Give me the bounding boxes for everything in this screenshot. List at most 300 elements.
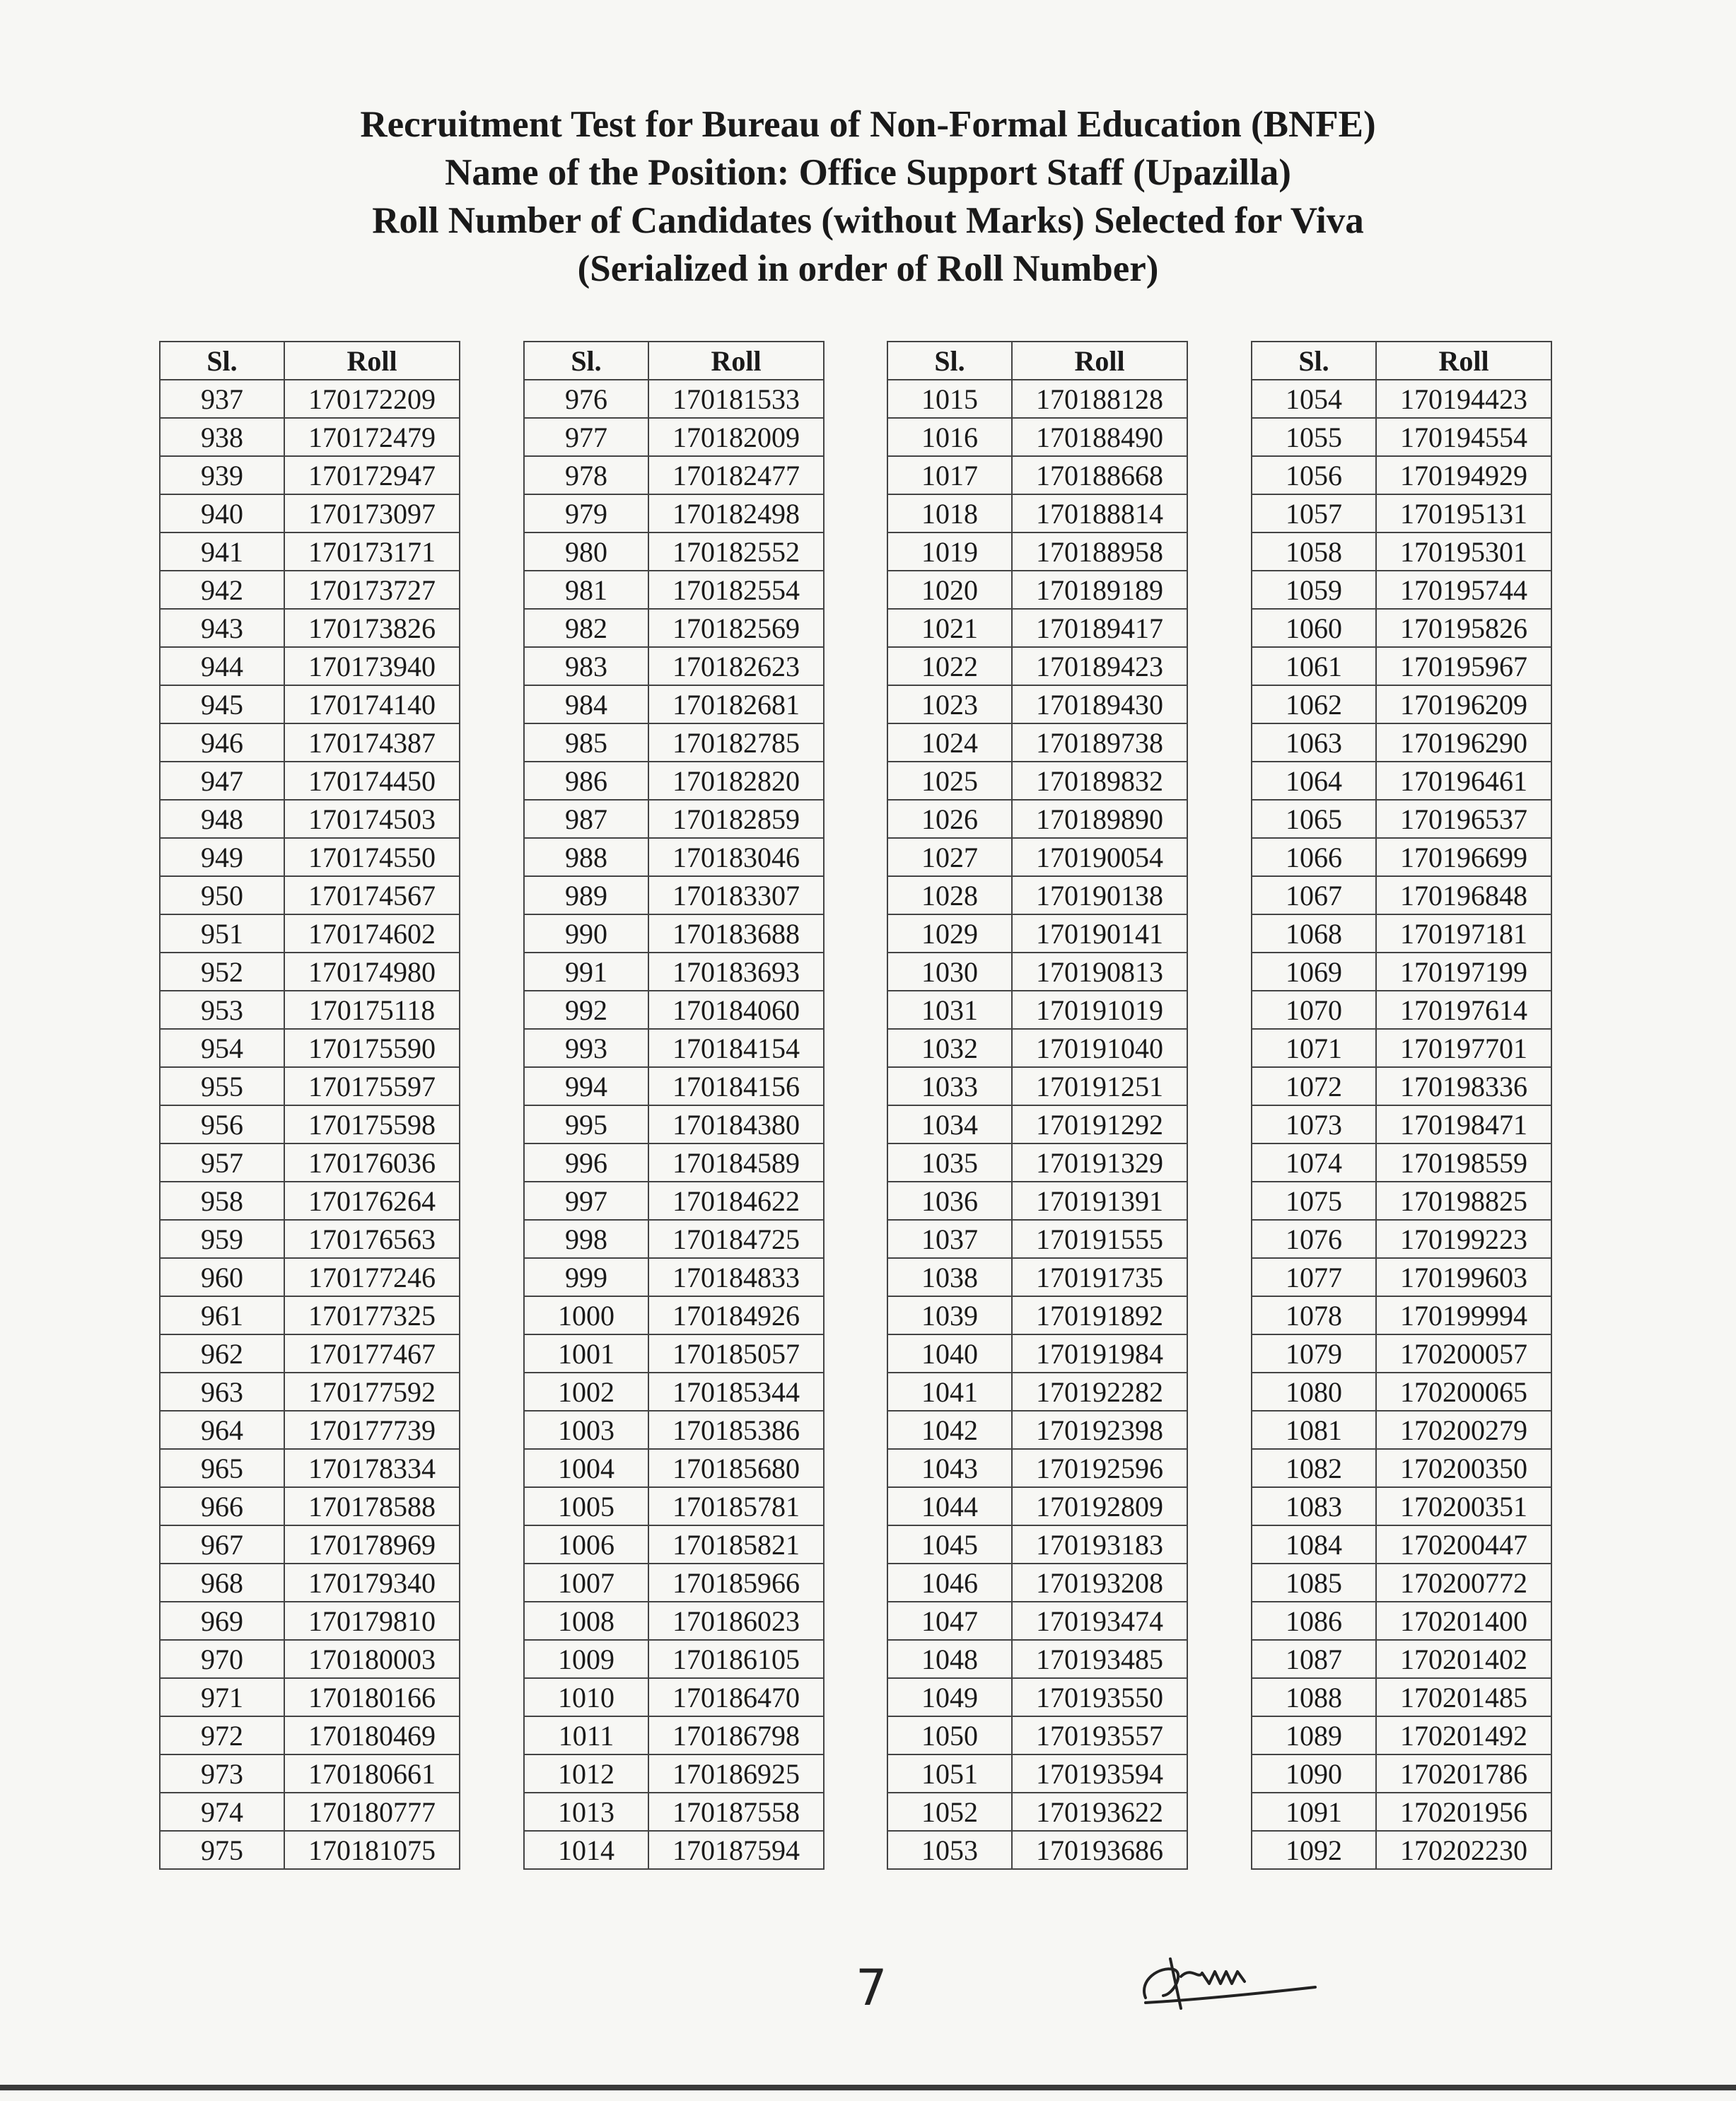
- roll-cell: 170201485: [1376, 1678, 1551, 1716]
- table-row: [524, 418, 824, 456]
- table-row: [160, 685, 460, 723]
- roll-cell: 170188814: [1012, 494, 1187, 532]
- table-row: [887, 494, 1187, 532]
- roll-cell: 170189417: [1012, 609, 1187, 647]
- table-row: [524, 494, 824, 532]
- roll-cell: 170187594: [648, 1831, 824, 1869]
- table-row: [1252, 380, 1551, 418]
- table-row: [887, 1143, 1187, 1182]
- roll-cell: 170182554: [648, 571, 824, 609]
- table-row: [887, 1793, 1187, 1831]
- roll-cell: 170174550: [284, 838, 460, 876]
- roll-cell: 170197614: [1376, 991, 1551, 1029]
- table-row: [524, 1678, 824, 1716]
- sl-cell: 1012: [524, 1754, 648, 1793]
- table-row: [160, 1143, 460, 1182]
- table-row: [524, 991, 824, 1029]
- sl-cell: 1049: [887, 1678, 1012, 1716]
- sl-cell: 974: [160, 1793, 284, 1831]
- roll-cell: 170183307: [648, 876, 824, 914]
- sl-cell: 1003: [524, 1411, 648, 1449]
- roll-cell: 170190138: [1012, 876, 1187, 914]
- roll-cell: 170177325: [284, 1296, 460, 1334]
- sl-cell: 1018: [887, 494, 1012, 532]
- table-row: [524, 838, 824, 876]
- table-row: [160, 1564, 460, 1602]
- table-row: [887, 685, 1187, 723]
- title-line: Recruitment Test for Bureau of Non-Formal Education (BNFE): [360, 104, 1376, 145]
- sl-cell: 938: [160, 418, 284, 456]
- roll-cell: 170191329: [1012, 1143, 1187, 1182]
- roll-cell: 170177739: [284, 1411, 460, 1449]
- roll-cell: 170194423: [1376, 380, 1551, 418]
- sl-cell: 943: [160, 609, 284, 647]
- table-row: [1252, 685, 1551, 723]
- sl-cell: 1074: [1252, 1143, 1376, 1182]
- roll-cell: 170186023: [648, 1602, 824, 1640]
- roll-cell: 170189738: [1012, 723, 1187, 762]
- roll-cell: 170185680: [648, 1449, 824, 1487]
- table-row: [160, 1487, 460, 1525]
- table-row: [160, 1258, 460, 1296]
- sl-cell: 971: [160, 1678, 284, 1716]
- table-row: [887, 1487, 1187, 1525]
- table-row: [1252, 1716, 1551, 1754]
- roll-cell: 170189423: [1012, 647, 1187, 685]
- roll-cell: 170180469: [284, 1716, 460, 1754]
- roll-cell: 170174140: [284, 685, 460, 723]
- roll-cell: 170184380: [648, 1105, 824, 1143]
- table-row: [887, 1182, 1187, 1220]
- roll-cell: 170182623: [648, 647, 824, 685]
- roll-cell: 170196209: [1376, 685, 1551, 723]
- table-row: [524, 1029, 824, 1067]
- roll-cell: 170193183: [1012, 1525, 1187, 1564]
- roll-cell: 170184154: [648, 1029, 824, 1067]
- table-row: [160, 1067, 460, 1105]
- table-row: [524, 647, 824, 685]
- sl-cell: 1041: [887, 1373, 1012, 1411]
- roll-cell: 170195744: [1376, 571, 1551, 609]
- sl-cell: 1070: [1252, 991, 1376, 1029]
- roll-cell: 170195131: [1376, 494, 1551, 532]
- sl-cell: 989: [524, 876, 648, 914]
- roll-cell: 170185344: [648, 1373, 824, 1411]
- table-row: [1252, 1258, 1551, 1296]
- roll-table-2: [523, 341, 825, 1870]
- sl-cell: 962: [160, 1334, 284, 1373]
- sl-cell: 1091: [1252, 1793, 1376, 1831]
- roll-cell: 170180003: [284, 1640, 460, 1678]
- sl-cell: 963: [160, 1373, 284, 1411]
- roll-cell: 170184156: [648, 1067, 824, 1105]
- table-row: [160, 494, 460, 532]
- table-row: [160, 1182, 460, 1220]
- table-row: [160, 1220, 460, 1258]
- sl-cell: 1076: [1252, 1220, 1376, 1258]
- sl-cell: 965: [160, 1449, 284, 1487]
- table-row: [1252, 1602, 1551, 1640]
- table-row: [1252, 1640, 1551, 1678]
- sl-cell: 982: [524, 609, 648, 647]
- table-row: [887, 1334, 1187, 1373]
- roll-cell: 170173727: [284, 571, 460, 609]
- sl-cell: 1069: [1252, 953, 1376, 991]
- roll-cell: 170187558: [648, 1793, 824, 1831]
- table-row: [160, 1105, 460, 1143]
- table-row: [1252, 571, 1551, 609]
- roll-cell: 170193485: [1012, 1640, 1187, 1678]
- sl-cell: 1026: [887, 800, 1012, 838]
- sl-cell: 1082: [1252, 1449, 1376, 1487]
- sl-cell: 956: [160, 1105, 284, 1143]
- document-heading: [0, 100, 1736, 293]
- sl-cell: 1083: [1252, 1487, 1376, 1525]
- sl-cell: 1068: [1252, 914, 1376, 953]
- sl-cell: 980: [524, 532, 648, 571]
- table-row: [887, 1602, 1187, 1640]
- table-row: [1252, 762, 1551, 800]
- table-row: [524, 1525, 824, 1564]
- table-row: [160, 1754, 460, 1793]
- sl-cell: 944: [160, 647, 284, 685]
- roll-cell: 170195826: [1376, 609, 1551, 647]
- sl-cell: 939: [160, 456, 284, 494]
- roll-cell: 170183688: [648, 914, 824, 953]
- table-row: [887, 380, 1187, 418]
- sl-cell: 1040: [887, 1334, 1012, 1373]
- table-row: [1252, 609, 1551, 647]
- roll-cell: 170185821: [648, 1525, 824, 1564]
- roll-cell: 170173826: [284, 609, 460, 647]
- table-row: [887, 1754, 1187, 1793]
- sl-cell: 1081: [1252, 1411, 1376, 1449]
- sl-cell: 1055: [1252, 418, 1376, 456]
- table-row: [524, 953, 824, 991]
- table-row: [524, 1831, 824, 1869]
- roll-cell: 170182820: [648, 762, 824, 800]
- table-row: [524, 456, 824, 494]
- roll-cell: 170192398: [1012, 1411, 1187, 1449]
- table-header-row: [1252, 342, 1551, 380]
- table-row: [160, 723, 460, 762]
- sl-cell: 954: [160, 1029, 284, 1067]
- sl-cell: 968: [160, 1564, 284, 1602]
- roll-cell: 170175597: [284, 1067, 460, 1105]
- sl-cell: 1029: [887, 914, 1012, 953]
- table-row: [524, 1334, 824, 1373]
- roll-cell: 170201402: [1376, 1640, 1551, 1678]
- roll-cell: 170181075: [284, 1831, 460, 1869]
- sl-cell: 1075: [1252, 1182, 1376, 1220]
- roll-cell: 170185057: [648, 1334, 824, 1373]
- roll-cell: 170193622: [1012, 1793, 1187, 1831]
- roll-cell: 170189890: [1012, 800, 1187, 838]
- sl-cell: 977: [524, 418, 648, 456]
- roll-cell: 170200772: [1376, 1564, 1551, 1602]
- sl-cell: 985: [524, 723, 648, 762]
- roll-cell: 170194554: [1376, 418, 1551, 456]
- table-row: [160, 1334, 460, 1373]
- roll-cell: 170188490: [1012, 418, 1187, 456]
- sl-cell: 1002: [524, 1373, 648, 1411]
- order-note-line: (Serialized in order of Roll Number): [577, 248, 1159, 289]
- roll-cell: 170196537: [1376, 800, 1551, 838]
- sl-cell: 1059: [1252, 571, 1376, 609]
- table-row: [1252, 1105, 1551, 1143]
- sl-cell: 942: [160, 571, 284, 609]
- roll-cell: 170193550: [1012, 1678, 1187, 1716]
- table-row: [1252, 1678, 1551, 1716]
- roll-cell: 170181533: [648, 380, 824, 418]
- sl-cell: 1052: [887, 1793, 1012, 1831]
- sl-cell: 1086: [1252, 1602, 1376, 1640]
- table-row: [1252, 1487, 1551, 1525]
- roll-cell: 170180777: [284, 1793, 460, 1831]
- sl-header: Sl.: [887, 342, 1012, 380]
- roll-header: Roll: [1012, 342, 1187, 380]
- table-row: [1252, 1411, 1551, 1449]
- table-row: [524, 1143, 824, 1182]
- table-row: [524, 762, 824, 800]
- sl-cell: 1063: [1252, 723, 1376, 762]
- sl-cell: 966: [160, 1487, 284, 1525]
- roll-cell: 170198559: [1376, 1143, 1551, 1182]
- sl-cell: 941: [160, 532, 284, 571]
- table-row: [524, 1258, 824, 1296]
- table-row: [887, 1831, 1187, 1869]
- roll-cell: 170191892: [1012, 1296, 1187, 1334]
- table-row: [1252, 1182, 1551, 1220]
- sl-cell: 1085: [1252, 1564, 1376, 1602]
- sl-cell: 979: [524, 494, 648, 532]
- sl-cell: 1051: [887, 1754, 1012, 1793]
- roll-cell: 170173171: [284, 532, 460, 571]
- sl-cell: 964: [160, 1411, 284, 1449]
- sl-cell: 940: [160, 494, 284, 532]
- roll-cell: 170189832: [1012, 762, 1187, 800]
- sl-cell: 1050: [887, 1716, 1012, 1754]
- roll-cell: 170194929: [1376, 456, 1551, 494]
- roll-cell: 170193208: [1012, 1564, 1187, 1602]
- table-row: [160, 1296, 460, 1334]
- sl-cell: 1037: [887, 1220, 1012, 1258]
- page-number: 7: [856, 1959, 887, 2017]
- table-row: [1252, 876, 1551, 914]
- table-row: [160, 838, 460, 876]
- table-row: [160, 1640, 460, 1678]
- sl-cell: 1062: [1252, 685, 1376, 723]
- table-row: [524, 1449, 824, 1487]
- table-row: [1252, 647, 1551, 685]
- table-row: [160, 1373, 460, 1411]
- table-row: [887, 1716, 1187, 1754]
- table-row: [524, 1640, 824, 1678]
- sl-header: Sl.: [524, 342, 648, 380]
- table-row: [524, 1564, 824, 1602]
- table-row: [887, 953, 1187, 991]
- table-row: [1252, 838, 1551, 876]
- roll-cell: 170197199: [1376, 953, 1551, 991]
- roll-cell: 170182569: [648, 609, 824, 647]
- table-row: [1252, 723, 1551, 762]
- roll-cell: 170199994: [1376, 1296, 1551, 1334]
- sl-cell: 1080: [1252, 1373, 1376, 1411]
- table-row: [160, 800, 460, 838]
- roll-cell: 170179340: [284, 1564, 460, 1602]
- sl-cell: 1087: [1252, 1640, 1376, 1678]
- roll-cell: 170198471: [1376, 1105, 1551, 1143]
- table-row: [160, 380, 460, 418]
- sl-cell: 993: [524, 1029, 648, 1067]
- sl-cell: 1039: [887, 1296, 1012, 1334]
- table-row: [160, 418, 460, 456]
- table-row: [1252, 494, 1551, 532]
- roll-cell: 170182681: [648, 685, 824, 723]
- sl-cell: 950: [160, 876, 284, 914]
- table-row: [524, 1754, 824, 1793]
- table-row: [887, 1067, 1187, 1105]
- roll-cell: 170186105: [648, 1640, 824, 1678]
- roll-cell: 170175598: [284, 1105, 460, 1143]
- sl-cell: 1028: [887, 876, 1012, 914]
- table-row: [524, 1296, 824, 1334]
- sl-cell: 1048: [887, 1640, 1012, 1678]
- table-row: [160, 1678, 460, 1716]
- table-row: [160, 914, 460, 953]
- table-row: [524, 876, 824, 914]
- roll-header: Roll: [284, 342, 460, 380]
- table-row: [1252, 1449, 1551, 1487]
- table-row: [887, 1220, 1187, 1258]
- sl-cell: 986: [524, 762, 648, 800]
- sl-cell: 1064: [1252, 762, 1376, 800]
- table-row: [887, 1029, 1187, 1067]
- sl-cell: 1077: [1252, 1258, 1376, 1296]
- table-row: [524, 914, 824, 953]
- roll-cell: 170193557: [1012, 1716, 1187, 1754]
- sl-cell: 1010: [524, 1678, 648, 1716]
- roll-cell: 170182785: [648, 723, 824, 762]
- roll-cell: 170174980: [284, 953, 460, 991]
- roll-cell: 170191555: [1012, 1220, 1187, 1258]
- table-row: [1252, 1373, 1551, 1411]
- table-row: [1252, 1793, 1551, 1831]
- sl-cell: 1009: [524, 1640, 648, 1678]
- sl-cell: 1056: [1252, 456, 1376, 494]
- roll-cell: 170184833: [648, 1258, 824, 1296]
- table-row: [160, 1449, 460, 1487]
- roll-cell: 170172947: [284, 456, 460, 494]
- roll-cell: 170178334: [284, 1449, 460, 1487]
- table-row: [524, 380, 824, 418]
- sl-cell: 945: [160, 685, 284, 723]
- sl-cell: 947: [160, 762, 284, 800]
- table-row: [524, 1067, 824, 1105]
- roll-cell: 170191984: [1012, 1334, 1187, 1373]
- sl-cell: 988: [524, 838, 648, 876]
- roll-cell: 170191040: [1012, 1029, 1187, 1067]
- sl-cell: 1027: [887, 838, 1012, 876]
- roll-cell: 170179810: [284, 1602, 460, 1640]
- sl-cell: 1000: [524, 1296, 648, 1334]
- sl-cell: 952: [160, 953, 284, 991]
- sl-cell: 1035: [887, 1143, 1012, 1182]
- table-row: [1252, 991, 1551, 1029]
- table-row: [160, 1525, 460, 1564]
- table-row: [160, 1029, 460, 1067]
- sl-cell: 959: [160, 1220, 284, 1258]
- sl-cell: 1023: [887, 685, 1012, 723]
- sl-cell: 976: [524, 380, 648, 418]
- roll-cell: 170196699: [1376, 838, 1551, 876]
- table-row: [1252, 1029, 1551, 1067]
- roll-cell: 170196461: [1376, 762, 1551, 800]
- sl-cell: 1089: [1252, 1716, 1376, 1754]
- roll-cell: 170200065: [1376, 1373, 1551, 1411]
- roll-cell: 170178969: [284, 1525, 460, 1564]
- table-row: [1252, 953, 1551, 991]
- table-row: [524, 1487, 824, 1525]
- sl-cell: 1034: [887, 1105, 1012, 1143]
- roll-cell: 170176264: [284, 1182, 460, 1220]
- table-row: [887, 1564, 1187, 1602]
- roll-cell: 170201786: [1376, 1754, 1551, 1793]
- table-row: [524, 532, 824, 571]
- roll-header: Roll: [648, 342, 824, 380]
- roll-cell: 170192596: [1012, 1449, 1187, 1487]
- roll-cell: 170182859: [648, 800, 824, 838]
- sl-cell: 1071: [1252, 1029, 1376, 1067]
- table-row: [887, 532, 1187, 571]
- sl-cell: 996: [524, 1143, 648, 1182]
- roll-cell: 170174387: [284, 723, 460, 762]
- table-row: [160, 991, 460, 1029]
- roll-cell: 170198825: [1376, 1182, 1551, 1220]
- roll-header: Roll: [1376, 342, 1551, 380]
- sl-cell: 973: [160, 1754, 284, 1793]
- sl-cell: 1015: [887, 380, 1012, 418]
- sl-cell: 955: [160, 1067, 284, 1105]
- table-row: [524, 1373, 824, 1411]
- sl-cell: 1084: [1252, 1525, 1376, 1564]
- roll-cell: 170184060: [648, 991, 824, 1029]
- table-row: [887, 914, 1187, 953]
- table-row: [524, 609, 824, 647]
- roll-cell: 170173940: [284, 647, 460, 685]
- sl-cell: 1025: [887, 762, 1012, 800]
- table-row: [887, 418, 1187, 456]
- sl-cell: 951: [160, 914, 284, 953]
- sl-cell: 1014: [524, 1831, 648, 1869]
- sl-cell: 1043: [887, 1449, 1012, 1487]
- bottom-edge-rule: [0, 2085, 1736, 2090]
- table-row: [887, 991, 1187, 1029]
- sl-cell: 1073: [1252, 1105, 1376, 1143]
- table-row: [887, 609, 1187, 647]
- roll-cell: 170182552: [648, 532, 824, 571]
- sl-cell: 1019: [887, 532, 1012, 571]
- roll-cell: 170177246: [284, 1258, 460, 1296]
- sl-cell: 972: [160, 1716, 284, 1754]
- roll-cell: 170184622: [648, 1182, 824, 1220]
- sl-cell: 1024: [887, 723, 1012, 762]
- roll-cell: 170199603: [1376, 1258, 1551, 1296]
- sl-cell: 1001: [524, 1334, 648, 1373]
- table-row: [524, 685, 824, 723]
- roll-cell: 170174602: [284, 914, 460, 953]
- sl-cell: 946: [160, 723, 284, 762]
